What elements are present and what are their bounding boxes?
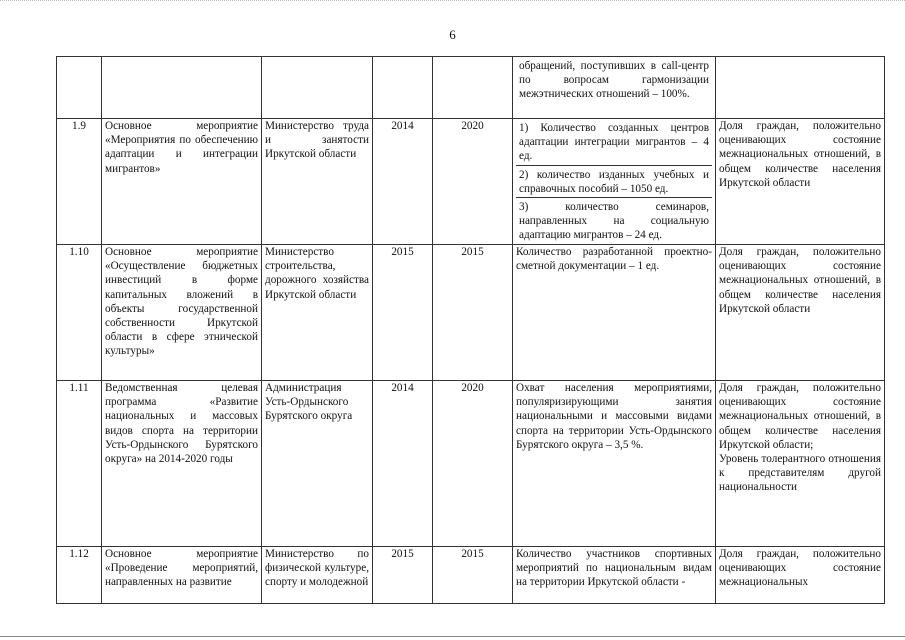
indicator: Количество разработанной проектно-сметной документации – 1 ед.	[513, 245, 716, 381]
table-row	[57, 119, 885, 245]
indicator: 2) количество изданных учебных и справочных пособий – 1050 ед.	[516, 166, 712, 198]
end-year	[433, 57, 513, 119]
event-name: Основное мероприятие «Мероприятия по обеспечению адаптации и интеграции мигрантов»	[102, 119, 262, 245]
start-year: 2015	[373, 245, 433, 381]
start-year: 2014	[373, 381, 433, 547]
table-row	[57, 57, 885, 119]
indicator: 3) количество семинаров, направленных на социальную адаптацию мигрантов – 24 ед.	[519, 201, 709, 242]
end-year: 2015	[433, 245, 513, 381]
row-number: 1.11	[57, 381, 102, 547]
row-number: 1.12	[57, 547, 102, 604]
event-name: Основное мероприятие «Осуществление бюджетных инвестиций в форме капитальных вложений в объекты государственной собственности Иркутской области в сфере этнической культуры»	[102, 245, 262, 381]
table-row	[57, 547, 885, 604]
scan-top-edge	[0, 0, 905, 1]
scan-bottom-edge	[0, 636, 905, 637]
executor: Администрация Усть-Ордынского Бурятского округа	[262, 381, 373, 547]
page-number: 6	[449, 27, 456, 42]
row-number	[57, 57, 102, 119]
executor: Министерство труда и занятости Иркутской области	[262, 119, 373, 245]
start-year: 2015	[373, 547, 433, 604]
program-events-table	[56, 56, 885, 604]
start-year: 2014	[373, 119, 433, 245]
table-row	[57, 245, 885, 381]
row-number: 1.9	[57, 119, 102, 245]
indicator: 1) Количество созданных центров адаптации интеграции мигрантов – 4 ед.	[516, 119, 712, 166]
target-indicator: Доля граждан, положительно оценивающих состояние межнациональных отношений, в общем количестве населения Иркутской области;	[719, 382, 881, 451]
target-indicator: Доля граждан, положительно оценивающих состояние межнациональных отношений, в общем количестве населения Иркутской области	[716, 245, 885, 381]
table-row	[57, 381, 885, 547]
target-indicator-cell	[716, 381, 885, 547]
indicator: Охват населения мероприятиями, популяризирующими занятия национальными и массовыми видами спорта на территории Усть-Ордынского Бурятского округа – 3,5 %.	[513, 381, 716, 547]
executor: Министерство по физической культуре, спорту и молодежной	[262, 547, 373, 604]
executor	[262, 57, 373, 119]
row-number: 1.10	[57, 245, 102, 381]
indicators-cell	[513, 57, 716, 119]
executor: Министерство строительства, дорожного хозяйства Иркутской области	[262, 245, 373, 381]
end-year: 2015	[433, 547, 513, 604]
event-name: Основное мероприятие «Проведение мероприятий, направленных на развитие	[102, 547, 262, 604]
end-year: 2020	[433, 119, 513, 245]
target-indicator: Доля граждан, положительно оценивающих состояние межнациональных	[716, 547, 885, 604]
target-indicator: Доля граждан, положительно оценивающих состояние межнациональных отношений, в общем количестве населения Иркутской области	[716, 119, 885, 245]
indicator: Количество участников спортивных мероприятий по национальным видам на территории Иркутской области -	[513, 547, 716, 604]
end-year: 2020	[433, 381, 513, 547]
target-indicator-extra: Уровень толерантного отношения к представителям другой национальности	[719, 453, 881, 494]
event-name: Ведомственная целевая программа «Развитие национальных и массовых видов спорта на территории Усть-Ордынского Бурятского округа» на 2014-2020 годы	[102, 381, 262, 547]
indicator: обращений, поступивших в call-центр по вопросам гармонизации межэтнических отношений – 100%.	[519, 60, 709, 101]
target-indicator	[716, 57, 885, 119]
indicators-cell	[513, 119, 716, 245]
event-name	[102, 57, 262, 119]
start-year	[373, 57, 433, 119]
